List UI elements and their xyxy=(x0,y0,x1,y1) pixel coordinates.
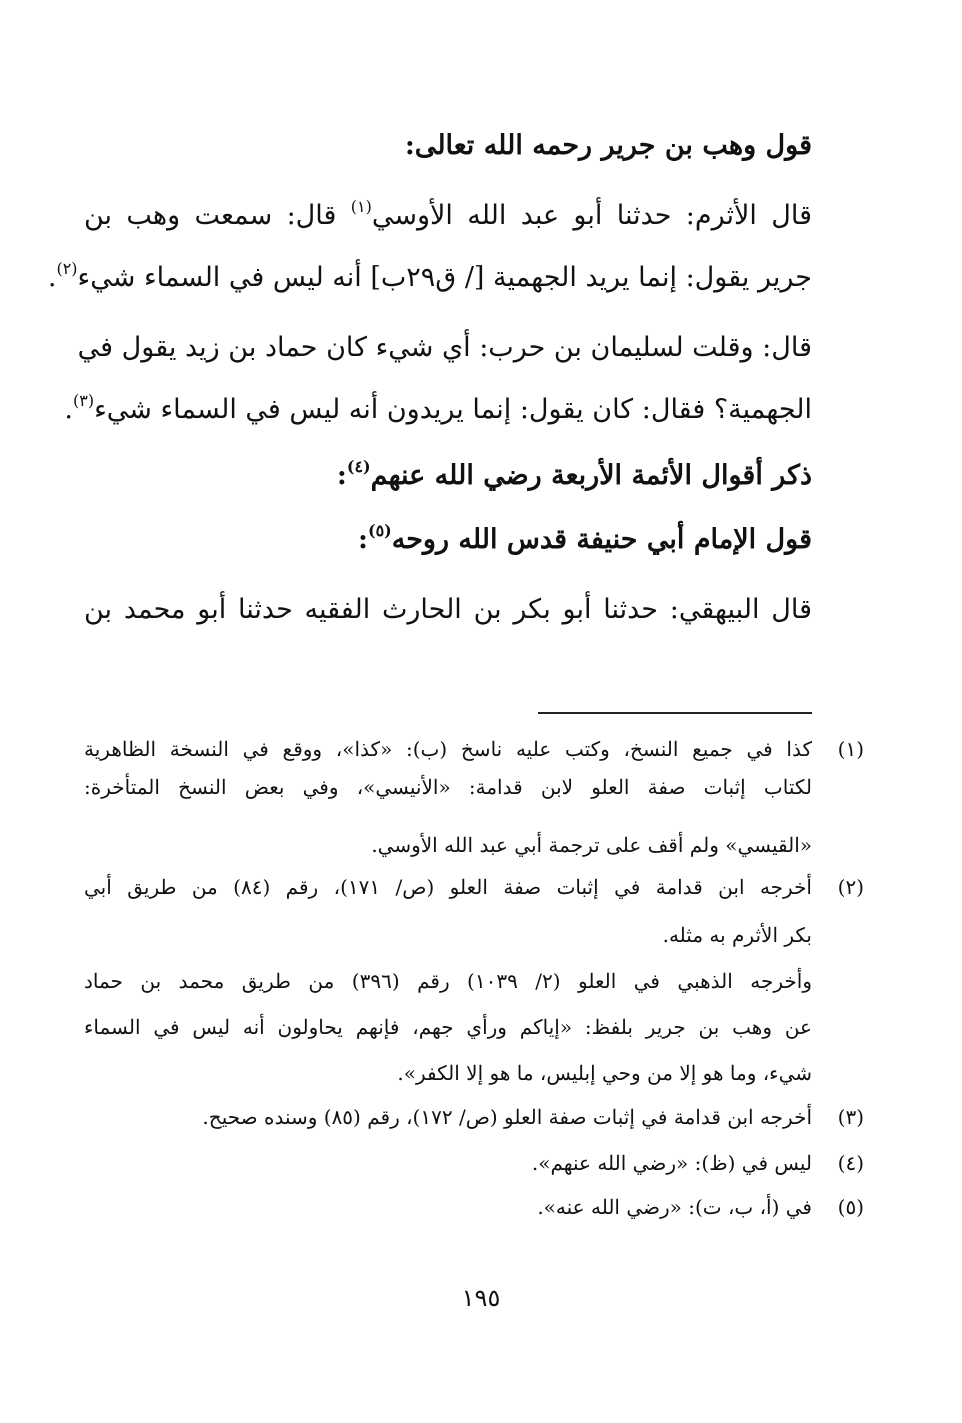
section-heading-four-imams xyxy=(337,456,812,496)
footnote-2-line-4: عن وهب بن جرير بلفظ: «إياكم ورأي جهم، فإنهم يحاولون أنه ليس في السماء xyxy=(84,1015,812,1039)
text-segment: قال الأثرم: حدثنا أبو عبد الله الأوسي xyxy=(371,200,812,231)
footnote-number-1: (١) xyxy=(837,737,864,761)
heading-text: قول وهب بن جرير رحمه الله تعالى: xyxy=(404,130,812,161)
text-segment: قال: وقلت لسليمان بن حرب: أي شيء كان حماد بن زيد يقول في xyxy=(77,332,812,363)
footnote-ref-1[interactable]: (١) xyxy=(350,197,372,216)
footnote-1-line-1: كذا في جميع النسخ، وكتب عليه ناسخ (ب): «كذا»، ووقع في النسخة الظاهرية xyxy=(84,737,812,761)
text-segment: الجهمية؟ فقال: كان يقول: إنما يريدون أنه ليس في السماء شيء xyxy=(94,394,812,425)
paragraph-1-line-2 xyxy=(48,258,812,298)
footnote-3-line-1: أخرجه ابن قدامة في إثبات صفة العلو (ص/ ١٧٢)، رقم (٨٥) وسنده صحيح. xyxy=(202,1105,812,1129)
heading-text: ذكر أقوال الأئمة الأربعة رضي الله عنهم xyxy=(370,460,812,491)
footnote-ref-4[interactable]: (٤) xyxy=(346,457,371,476)
page-number: ١٩٥ xyxy=(461,1284,501,1312)
text-segment: : xyxy=(336,460,347,491)
footnote-separator xyxy=(538,712,812,714)
footnote-2-line-2: بكر الأثرم به مثله. xyxy=(662,923,812,947)
footnote-2-line-3: وأخرجه الذهبي في العلو (٢/ ١٠٣٩) رقم (٣٩٦) من طريق محمد بن حماد xyxy=(84,969,812,993)
footnote-1-line-2: لكتاب إثبات صفة العلو لابن قدامة: «الأنيسي»، وفي بعض النسخ المتأخرة: xyxy=(84,775,812,799)
footnote-number-3: (٣) xyxy=(837,1105,864,1129)
paragraph-2-line-2 xyxy=(64,390,812,430)
footnote-number-5: (٥) xyxy=(837,1195,864,1219)
footnote-5-line-1: في (أ، ب، ت): «رضي الله عنه». xyxy=(537,1195,812,1219)
footnote-ref-2[interactable]: (٢) xyxy=(56,259,78,278)
text-segment: قال: سمعت وهب بن xyxy=(84,200,351,231)
section-heading-wahb xyxy=(405,126,812,166)
footnote-ref-3[interactable]: (٣) xyxy=(72,391,95,410)
heading-text: قول الإمام أبي حنيفة قدس الله روحه xyxy=(391,524,812,555)
paragraph-1-line-1 xyxy=(84,196,812,236)
footnote-2-line-1: أخرجه ابن قدامة في إثبات صفة العلو (ص/ ١٧١)، رقم (٨٤) من طريق أبي xyxy=(84,875,812,899)
paragraph-2-line-1 xyxy=(77,328,812,368)
text-segment: . xyxy=(64,394,73,425)
footnote-1-line-3: «القيسي» ولم أقف على ترجمة أبي عبد الله الأوسي. xyxy=(371,833,812,857)
paragraph-3-line-1 xyxy=(84,590,812,630)
text-segment: . xyxy=(47,262,57,293)
text-segment: جرير يقول: إنما يريد الجهمية [/ ق٢٩ب] أنه ليس في السماء شيء xyxy=(77,262,812,293)
footnote-number-4: (٤) xyxy=(837,1151,864,1175)
text-segment: قال البيهقي: حدثنا أبو بكر بن الحارث الفقيه حدثنا أبو محمد بن xyxy=(84,594,812,625)
footnote-4-line-1: ليس في (ظ): «رضي الله عنهم». xyxy=(531,1151,812,1175)
text-segment: : xyxy=(358,524,368,555)
section-heading-abu-hanifa xyxy=(358,520,812,560)
footnote-2-line-5: شيء، وما هو إلا من وحي إبليس، ما هو إلا الكفر». xyxy=(397,1061,812,1085)
footnote-ref-5[interactable]: (٥) xyxy=(368,521,392,540)
footnote-number-2: (٢) xyxy=(837,875,864,899)
